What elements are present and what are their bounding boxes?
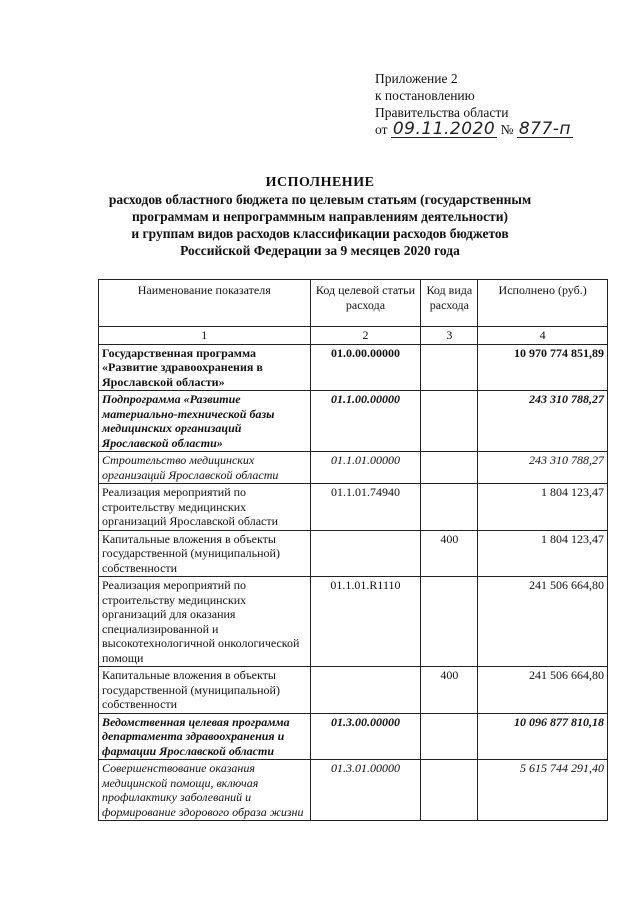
table-row [99,760,608,821]
row-type [421,577,478,667]
row-code: 01.0.00.00000 [310,344,421,391]
header-code: Код целевой статьи расхода [310,280,421,327]
row-name: Ведомственная целевая программа департамента здравоохранения и фармации Ярославской области [99,713,311,760]
row-code: 01.1.00.00000 [310,391,421,452]
appendix-title: Приложение 2 [375,71,458,86]
row-amount: 10 096 877 810,18 [478,713,608,760]
row-code [310,667,421,714]
col-number-2: 2 [310,327,421,345]
row-name: Строительство медицинских организаций Ярославской области [99,452,311,484]
row-type [421,344,478,391]
row-amount: 241 506 664,80 [478,577,608,667]
title-line-3: и группам видов расходов классификации расходов бюджетов [131,226,509,241]
row-name: Капитальные вложения в объекты государственной (муниципальной) собственности [99,667,311,714]
handwritten-date: 09.11.2020 [392,119,496,139]
row-amount: 243 310 788,27 [478,452,608,484]
row-type: 400 [421,530,478,577]
row-name: Реализация мероприятий по строительству медицинских организаций Ярославской области [99,484,311,531]
row-code: 01.1.01.00000 [310,452,421,484]
title-line-2: программам и непрограммным направлениям деятельности) [131,209,509,224]
table-row [99,391,608,452]
table-row [99,713,608,760]
column-number-row [99,327,608,345]
col-number-3: 3 [421,327,478,345]
row-amount: 5 615 744 291,40 [478,760,608,821]
row-code: 01.1.01.74940 [310,484,421,531]
row-amount: 241 506 664,80 [478,667,608,714]
row-amount: 1 804 123,47 [478,484,608,531]
appendix-date-line [375,121,573,138]
header-name: Наименование показателя [99,280,311,327]
appendix-block [375,70,573,138]
table-row [99,667,608,714]
table-row [99,577,608,667]
row-amount: 1 804 123,47 [478,530,608,577]
row-type: 400 [421,667,478,714]
row-name: Реализация мероприятий по строительству медицинских организаций для оказания специализированной и высокотехнологичной онкологической помощи [99,577,311,667]
number-label: № [500,122,514,137]
title-main: ИСПОЛНЕНИЕ [265,175,375,190]
row-code: 01.3.01.00000 [310,760,421,821]
header-type: Код вида расхода [421,280,478,327]
document-title [0,174,640,259]
col-number-4: 4 [478,327,608,345]
header-executed: Исполнено (руб.) [478,280,608,327]
row-code [310,530,421,577]
row-amount: 243 310 788,27 [478,391,608,452]
row-name: Подпрограмма «Развитие материально-технической базы медицинских организаций Ярославской области» [99,391,311,452]
row-code: 01.1.01.R1110 [310,577,421,667]
row-name: Совершенствование оказания медицинской помощи, включая профилактику заболеваний и формирование здорового образа жизни [99,760,311,821]
row-type [421,484,478,531]
row-type [421,713,478,760]
row-type [421,391,478,452]
col-number-1: 1 [99,327,311,345]
table-row [99,484,608,531]
table-row [99,530,608,577]
row-type [421,760,478,821]
row-code: 01.3.00.00000 [310,713,421,760]
table-row [99,344,608,391]
row-name: Капитальные вложения в объекты государственной (муниципальной) собственности [99,530,311,577]
table-row [99,452,608,484]
row-name: Государственная программа «Развитие здравоохранения в Ярославской области» [99,344,311,391]
header-row [99,280,608,327]
budget-table [98,279,608,821]
row-amount: 10 970 774 851,89 [478,344,608,391]
title-line-1: расходов областного бюджета по целевым статьям (государственным [108,192,532,207]
row-type [421,452,478,484]
appendix-line-government: Правительства области [375,105,509,120]
handwritten-number: 877-п [518,119,572,139]
appendix-line-decree: к постановлению [375,88,475,103]
from-label: от [375,122,388,137]
title-line-4: Российской Федерации за 9 месяцев 2020 года [180,243,460,258]
